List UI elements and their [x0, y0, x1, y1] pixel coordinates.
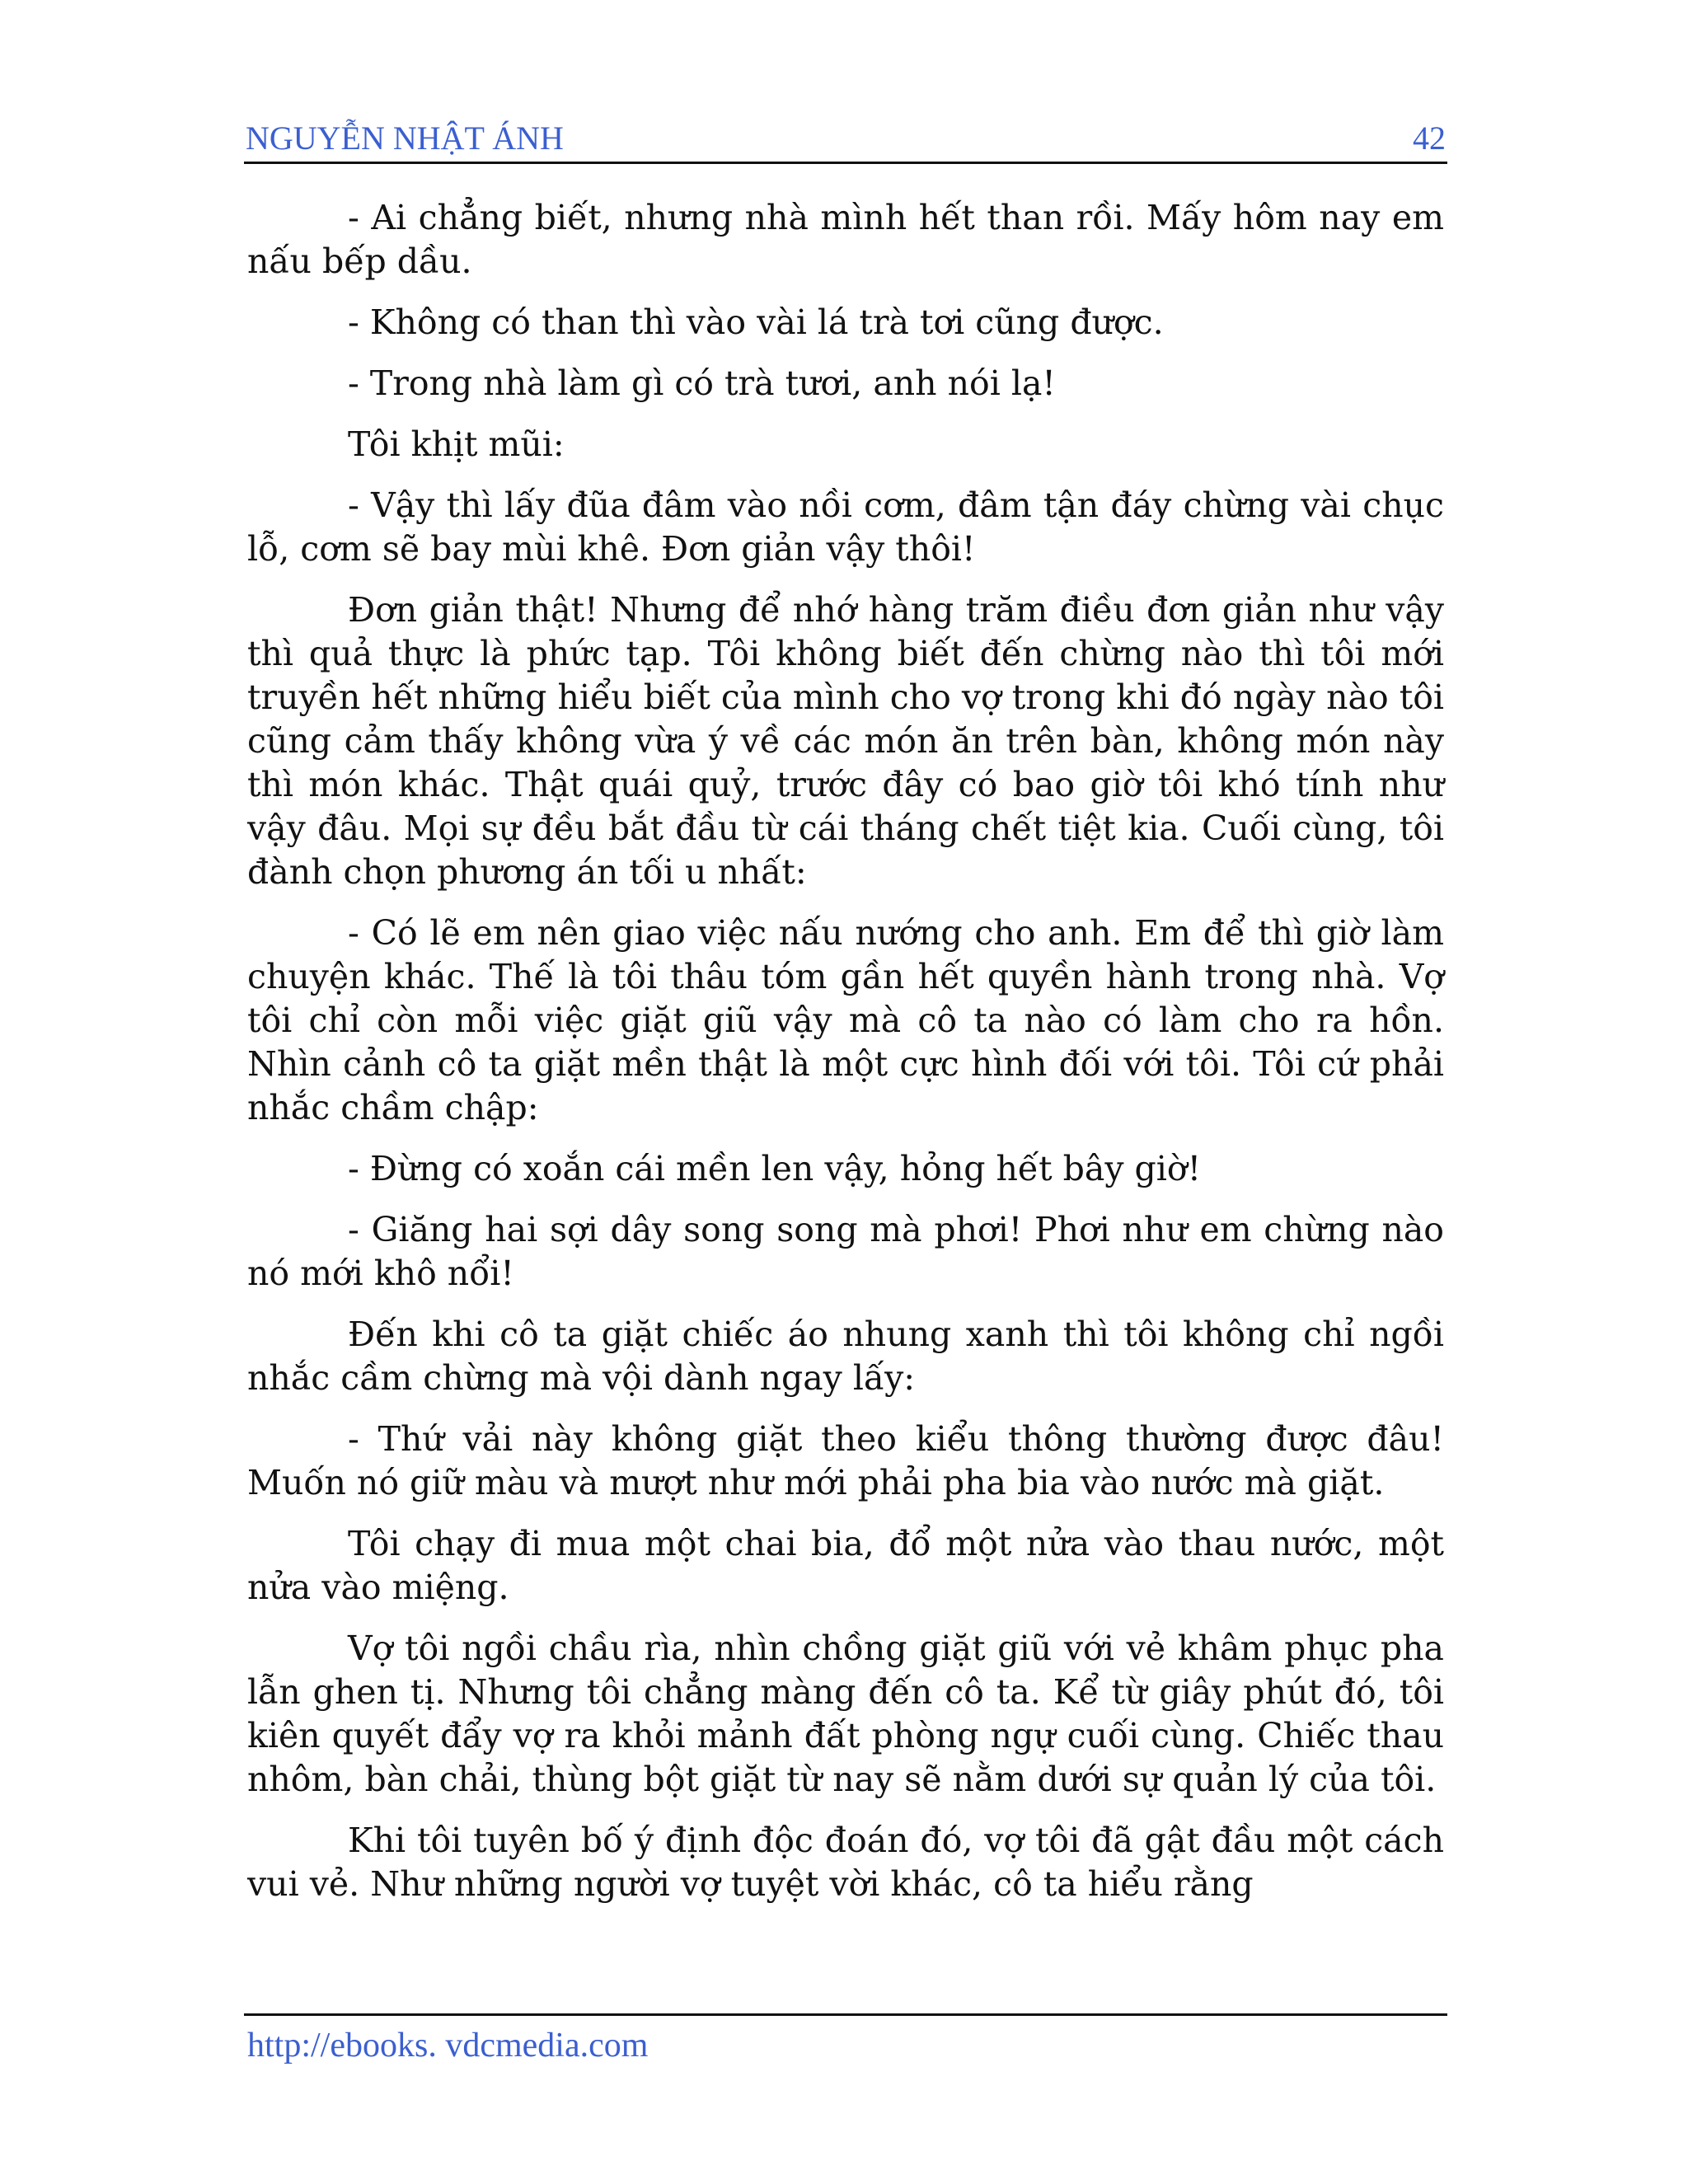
paragraph: Đơn giản thật! Nhưng để nhớ hàng trăm điều đơn giản như vậy thì quả thực là phức tạp. Tôi không biết đến chừng nào thì tôi mới truyền hết những hiểu biết của mình cho vợ trong khi đó ngày nào tôi cũng cảm thấy không vừa ý về các món ăn trên bàn, không món này thì món khác. Thật quái quỷ, trước đây có bao giờ tôi khó tính như vậy đâu. Mọi sự đều bắt đầu từ cái tháng chết tiệt kia. Cuối cùng, tôi đành chọn phương án tối u nhất: — [247, 590, 1444, 892]
paragraph: Tôi chạy đi mua một chai bia, đổ một nửa vào thau nước, một nửa vào miệng. — [247, 1524, 1444, 1607]
paragraph: - Ai chẳng biết, nhưng nhà mình hết than rồi. Mấy hôm nay em nấu bếp dầu. — [247, 198, 1444, 281]
paragraph: - Đừng có xoắn cái mền len vậy, hỏng hết bây giờ! — [348, 1149, 1202, 1188]
paragraph: - Không có than thì vào vài lá trà tơi cũng được. — [348, 302, 1164, 342]
paragraph: Tôi khịt mũi: — [348, 424, 565, 464]
paragraph: - Giăng hai sợi dây song song mà phơi! Phơi như em chừng nào nó mới khô nổi! — [247, 1210, 1444, 1293]
paragraph: - Thứ vải này không giặt theo kiểu thông thường được đâu! Muốn nó giữ màu và mượt như mới phải pha bia vào nước mà giặt. — [247, 1419, 1444, 1502]
page-header — [244, 115, 1447, 164]
paragraph: Vợ tôi ngồi chầu rìa, nhìn chồng giặt giũ với vẻ khâm phục pha lẫn ghen tị. Nhưng tôi chẳng màng đến cô ta. Kể từ giây phút đó, tôi kiên quyết đẩy vợ ra khỏi mảnh đất phòng ngự cuối cùng. Chiếc thau nhôm, bàn chải, thùng bột giặt từ nay sẽ nằm dưới sự quản lý của tôi. — [247, 1629, 1444, 1799]
footer-divider — [244, 2013, 1447, 2016]
body-text — [247, 196, 1444, 1924]
footer-link[interactable]: http://ebooks. vdcmedia.com — [247, 2027, 649, 2064]
paragraph: Khi tôi tuyên bố ý định độc đoán đó, vợ tôi đã gật đầu một cách vui vẻ. Như những người vợ tuyệt vời khác, cô ta hiểu rằng — [247, 1821, 1444, 1904]
author-name: NGUYỄN NHẬT ÁNH — [246, 120, 564, 157]
page-number: 42 — [1413, 120, 1446, 157]
paragraph: - Vậy thì lấy đũa đâm vào nồi cơm, đâm tận đáy chừng vài chục lỗ, cơm sẽ bay mùi khê. Đơn giản vậy thôi! — [247, 485, 1444, 569]
paragraph: Đến khi cô ta giặt chiếc áo nhung xanh thì tôi không chỉ ngồi nhắc cầm chừng mà vội dành ngay lấy: — [247, 1315, 1444, 1398]
paragraph: - Có lẽ em nên giao việc nấu nướng cho anh. Em để thì giờ làm chuyện khác. Thế là tôi thâu tóm gần hết quyền hành trong nhà. Vợ tôi chỉ còn mỗi việc giặt giũ vậy mà cô ta nào có làm cho ra hồn. Nhìn cảnh cô ta giặt mền thật là một cực hình đối với tôi. Tôi cứ phải nhắc chầm chập: — [247, 913, 1444, 1127]
paragraph: - Trong nhà làm gì có trà tươi, anh nói lạ! — [348, 363, 1056, 403]
